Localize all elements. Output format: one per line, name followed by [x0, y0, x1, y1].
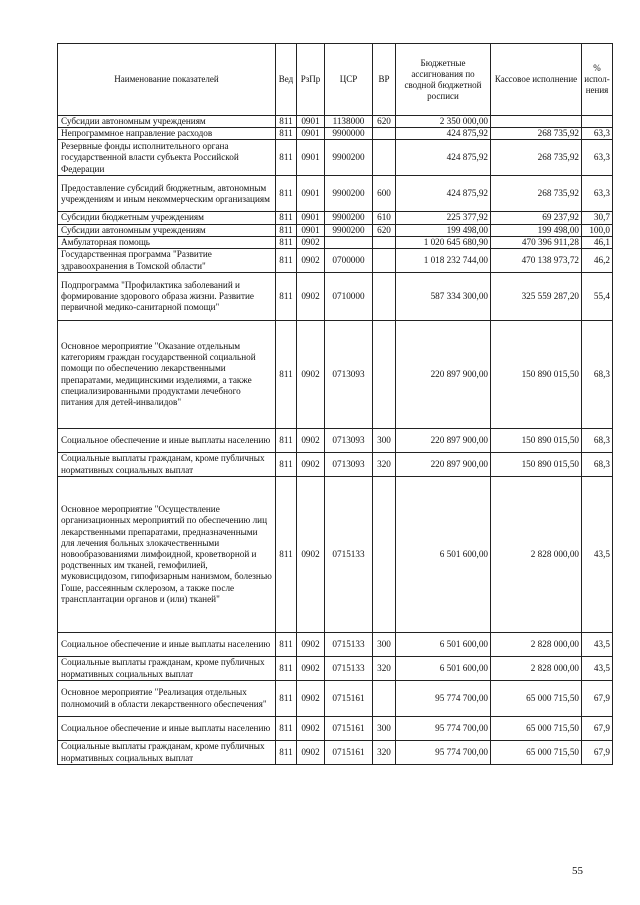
cell-pct: 67,9	[582, 681, 613, 717]
cell-ved: 811	[276, 236, 297, 248]
table-row	[58, 717, 613, 741]
cell-cash: 470 138 973,72	[491, 249, 582, 273]
cell-pct: 63,3	[582, 140, 613, 176]
cell-name: Социальное обеспечение и иные выплаты населению	[58, 633, 276, 657]
cell-pct: 63,3	[582, 176, 613, 212]
cell-pct: 68,3	[582, 321, 613, 429]
cell-cash: 65 000 715,50	[491, 681, 582, 717]
cell-rzpr: 0901	[297, 212, 325, 224]
cell-vr	[373, 140, 396, 176]
cell-ved: 811	[276, 116, 297, 128]
cell-rzpr: 0902	[297, 717, 325, 741]
cell-name: Социальные выплаты гражданам, кроме публичных нормативных социальных выплат	[58, 453, 276, 477]
cell-name: Социальные выплаты гражданам, кроме публичных нормативных социальных выплат	[58, 657, 276, 681]
header-name: Наименование показателей	[58, 44, 276, 116]
cell-rzpr: 0902	[297, 477, 325, 633]
cell-rzpr: 0902	[297, 741, 325, 765]
cell-csr: 9900200	[325, 176, 373, 212]
budget-table	[57, 43, 613, 765]
cell-ved: 811	[276, 681, 297, 717]
table-row	[58, 249, 613, 273]
cell-vr: 320	[373, 741, 396, 765]
cell-budget: 95 774 700,00	[396, 717, 491, 741]
cell-rzpr: 0902	[297, 657, 325, 681]
cell-pct: 63,3	[582, 128, 613, 140]
cell-csr: 9900200	[325, 140, 373, 176]
cell-ved: 811	[276, 453, 297, 477]
table-row	[58, 176, 613, 212]
cell-name: Основное мероприятие "Реализация отдельных полномочий в области лекарственного обеспечения"	[58, 681, 276, 717]
cell-vr	[373, 273, 396, 321]
cell-vr: 300	[373, 633, 396, 657]
cell-name: Государственная программа "Развитие здравоохранения в Томской области"	[58, 249, 276, 273]
cell-ved: 811	[276, 140, 297, 176]
table-row	[58, 224, 613, 236]
cell-ved: 811	[276, 273, 297, 321]
cell-ved: 811	[276, 477, 297, 633]
cell-budget: 1 020 645 680,90	[396, 236, 491, 248]
cell-csr: 0713093	[325, 453, 373, 477]
header-csr: ЦСР	[325, 44, 373, 116]
cell-cash: 150 890 015,50	[491, 453, 582, 477]
table-row	[58, 429, 613, 453]
cell-csr: 9900000	[325, 128, 373, 140]
cell-rzpr: 0902	[297, 453, 325, 477]
header-vr: ВР	[373, 44, 396, 116]
cell-csr: 0713093	[325, 321, 373, 429]
cell-vr: 320	[373, 657, 396, 681]
cell-budget: 1 018 232 744,00	[396, 249, 491, 273]
cell-cash: 2 828 000,00	[491, 657, 582, 681]
cell-ved: 811	[276, 429, 297, 453]
cell-ved: 811	[276, 249, 297, 273]
cell-pct: 67,9	[582, 741, 613, 765]
table-row	[58, 477, 613, 633]
cell-ved: 811	[276, 741, 297, 765]
cell-csr: 0715161	[325, 741, 373, 765]
cell-vr	[373, 681, 396, 717]
cell-cash: 69 237,92	[491, 212, 582, 224]
cell-budget: 587 334 300,00	[396, 273, 491, 321]
cell-rzpr: 0901	[297, 176, 325, 212]
cell-name: Подпрограмма "Профилактика заболеваний и формирование здорового образа жизни. Развитие первичной медико-санитарной помощи"	[58, 273, 276, 321]
cell-budget: 220 897 900,00	[396, 429, 491, 453]
cell-budget: 199 498,00	[396, 224, 491, 236]
cell-budget: 6 501 600,00	[396, 477, 491, 633]
cell-vr: 300	[373, 429, 396, 453]
cell-name: Социальные выплаты гражданам, кроме публичных нормативных социальных выплат	[58, 741, 276, 765]
cell-ved: 811	[276, 212, 297, 224]
cell-ved: 811	[276, 224, 297, 236]
cell-vr: 600	[373, 176, 396, 212]
cell-csr: 0700000	[325, 249, 373, 273]
header-budget: Бюджетные ассигнования по сводной бюджетной росписи	[396, 44, 491, 116]
table-row	[58, 236, 613, 248]
cell-ved: 811	[276, 321, 297, 429]
cell-pct: 46,2	[582, 249, 613, 273]
cell-name: Социальное обеспечение и иные выплаты населению	[58, 717, 276, 741]
cell-name: Непрограммное направление расходов	[58, 128, 276, 140]
cell-vr	[373, 249, 396, 273]
cell-pct: 46,1	[582, 236, 613, 248]
cell-cash: 150 890 015,50	[491, 429, 582, 453]
cell-budget: 2 350 000,00	[396, 116, 491, 128]
cell-csr: 1138000	[325, 116, 373, 128]
cell-vr	[373, 128, 396, 140]
cell-rzpr: 0901	[297, 140, 325, 176]
page-number: 55	[572, 865, 583, 877]
cell-pct: 43,5	[582, 477, 613, 633]
header-pct: % испол-нения	[582, 44, 613, 116]
header-rzpr: РзПр	[297, 44, 325, 116]
cell-cash: 325 559 287,20	[491, 273, 582, 321]
cell-rzpr: 0902	[297, 633, 325, 657]
table-row	[58, 633, 613, 657]
cell-pct	[582, 116, 613, 128]
cell-ved: 811	[276, 128, 297, 140]
cell-cash: 268 735,92	[491, 140, 582, 176]
table-row	[58, 321, 613, 429]
table-row	[58, 212, 613, 224]
cell-vr: 620	[373, 224, 396, 236]
cell-name: Резервные фонды исполнительного органа государственной власти субъекта Российской Федерации	[58, 140, 276, 176]
cell-rzpr: 0902	[297, 236, 325, 248]
cell-vr	[373, 321, 396, 429]
cell-pct: 55,4	[582, 273, 613, 321]
table-row	[58, 453, 613, 477]
cell-name: Субсидии бюджетным учреждениям	[58, 212, 276, 224]
cell-ved: 811	[276, 657, 297, 681]
table-row	[58, 116, 613, 128]
cell-csr: 0715133	[325, 657, 373, 681]
cell-cash: 2 828 000,00	[491, 477, 582, 633]
cell-vr: 320	[373, 453, 396, 477]
cell-name: Социальное обеспечение и иные выплаты населению	[58, 429, 276, 453]
cell-budget: 220 897 900,00	[396, 453, 491, 477]
cell-csr: 0713093	[325, 429, 373, 453]
cell-budget: 424 875,92	[396, 128, 491, 140]
cell-pct: 30,7	[582, 212, 613, 224]
cell-rzpr: 0902	[297, 681, 325, 717]
cell-csr: 0715161	[325, 717, 373, 741]
cell-vr: 610	[373, 212, 396, 224]
cell-pct: 68,3	[582, 429, 613, 453]
table-row	[58, 128, 613, 140]
cell-csr: 0715133	[325, 477, 373, 633]
cell-name: Основное мероприятие "Оказание отдельным категориям граждан государственной социальной помощи по обеспечению лекарственными препаратами, медицинскими изделиями, а также специализированными продуктами лечебного питания для детей-инвалидов"	[58, 321, 276, 429]
cell-vr: 300	[373, 717, 396, 741]
header-cash: Кассовое исполнение	[491, 44, 582, 116]
cell-name: Субсидии автономным учреждениям	[58, 116, 276, 128]
table-body	[58, 116, 613, 765]
cell-csr: 0715161	[325, 681, 373, 717]
cell-budget: 6 501 600,00	[396, 633, 491, 657]
header-ved: Вед	[276, 44, 297, 116]
cell-rzpr: 0902	[297, 321, 325, 429]
cell-vr	[373, 477, 396, 633]
cell-pct: 43,5	[582, 657, 613, 681]
cell-rzpr: 0902	[297, 273, 325, 321]
cell-pct: 43,5	[582, 633, 613, 657]
cell-cash	[491, 116, 582, 128]
cell-csr: 9900200	[325, 224, 373, 236]
cell-cash: 65 000 715,50	[491, 717, 582, 741]
table-row	[58, 741, 613, 765]
cell-name: Основное мероприятие "Осуществление организационных мероприятий по обеспечению лиц лекарственными препаратами, предназначенными для лечения больных злокачественными новообразованиями лимфоидной, кроветворной и родственных им тканей, гемофилией, муковисцидозом, гипофизарным нанизмом, болезнью Гоше, рассеянным склерозом, а также после трансплантации органов и (или) тканей"	[58, 477, 276, 633]
cell-cash: 2 828 000,00	[491, 633, 582, 657]
cell-csr: 0710000	[325, 273, 373, 321]
table-row	[58, 681, 613, 717]
cell-ved: 811	[276, 176, 297, 212]
cell-name: Предоставление субсидий бюджетным, автономным учреждениям и иным некоммерческим организациям	[58, 176, 276, 212]
table-row	[58, 273, 613, 321]
cell-pct: 68,3	[582, 453, 613, 477]
cell-cash: 150 890 015,50	[491, 321, 582, 429]
cell-budget: 424 875,92	[396, 176, 491, 212]
cell-cash: 268 735,92	[491, 176, 582, 212]
cell-ved: 811	[276, 633, 297, 657]
cell-budget: 225 377,92	[396, 212, 491, 224]
cell-rzpr: 0901	[297, 224, 325, 236]
cell-cash: 268 735,92	[491, 128, 582, 140]
cell-vr	[373, 236, 396, 248]
header-row	[58, 44, 613, 116]
cell-name: Субсидии автономным учреждениям	[58, 224, 276, 236]
cell-rzpr: 0902	[297, 429, 325, 453]
cell-budget: 220 897 900,00	[396, 321, 491, 429]
cell-csr: 0715133	[325, 633, 373, 657]
table-row	[58, 140, 613, 176]
cell-csr	[325, 236, 373, 248]
cell-budget: 95 774 700,00	[396, 681, 491, 717]
cell-rzpr: 0901	[297, 128, 325, 140]
cell-rzpr: 0902	[297, 249, 325, 273]
cell-pct: 67,9	[582, 717, 613, 741]
cell-cash: 65 000 715,50	[491, 741, 582, 765]
cell-ved: 811	[276, 717, 297, 741]
cell-budget: 424 875,92	[396, 140, 491, 176]
cell-budget: 95 774 700,00	[396, 741, 491, 765]
cell-csr: 9900200	[325, 212, 373, 224]
cell-pct: 100,0	[582, 224, 613, 236]
cell-vr: 620	[373, 116, 396, 128]
cell-rzpr: 0901	[297, 116, 325, 128]
table-row	[58, 657, 613, 681]
cell-budget: 6 501 600,00	[396, 657, 491, 681]
cell-cash: 470 396 911,28	[491, 236, 582, 248]
cell-name: Амбулаторная помощь	[58, 236, 276, 248]
cell-cash: 199 498,00	[491, 224, 582, 236]
